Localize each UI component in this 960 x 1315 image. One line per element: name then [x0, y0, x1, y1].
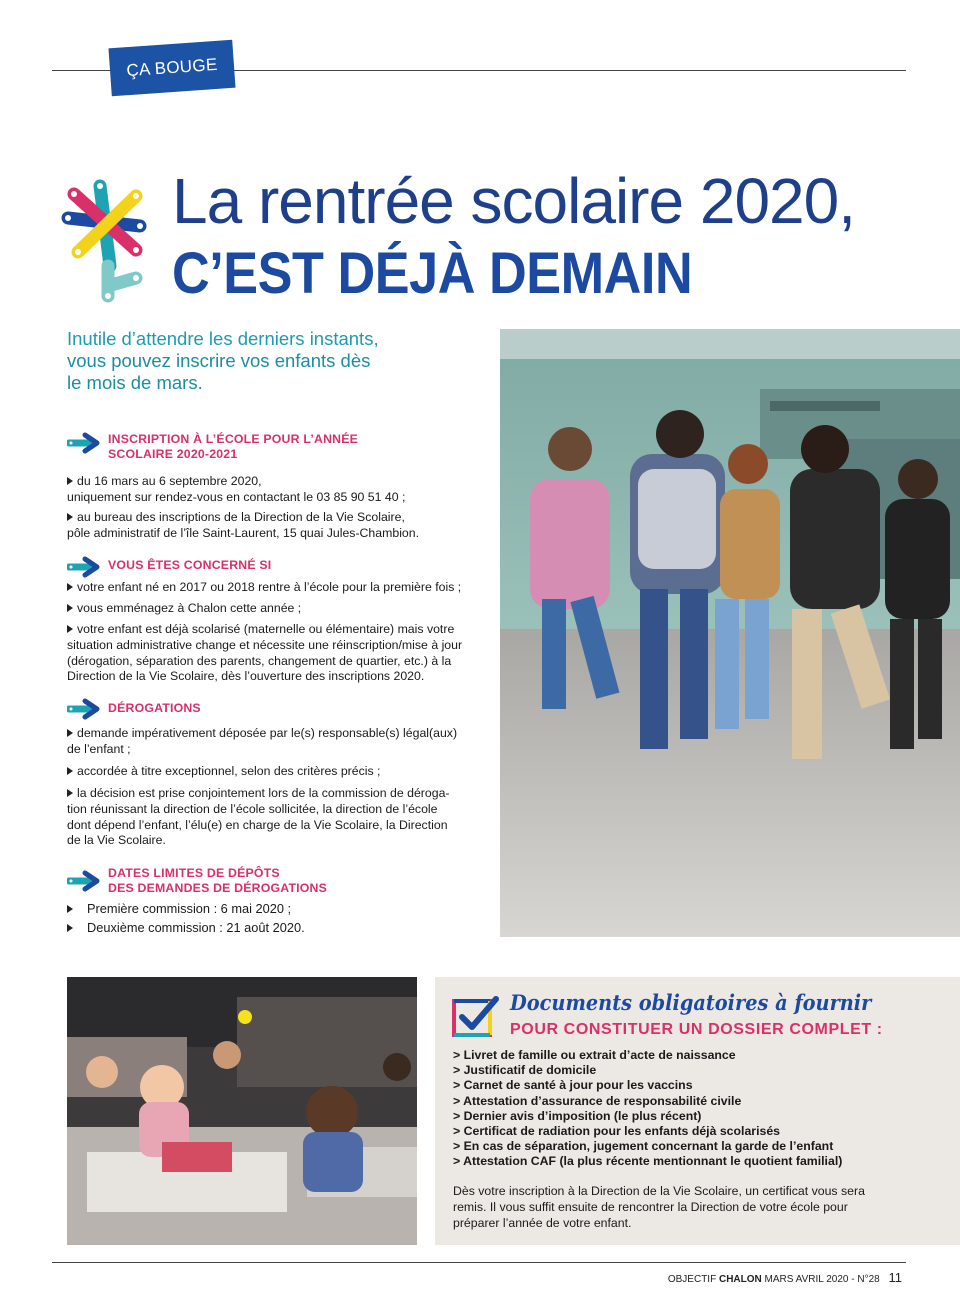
- bullet-item: [67, 601, 479, 617]
- bullet-text: demande impérativement déposée par le(s) responsable(s) légal(aux): [77, 726, 458, 740]
- documents-note: [453, 1184, 893, 1231]
- classroom-photo: [67, 977, 417, 1245]
- list-item: > Livret de famille ou extrait d’acte de naissance: [453, 1048, 736, 1062]
- magazine-name: CHALON: [718, 1274, 762, 1285]
- heading-line: VOUS ÊTES CONCERNÉ SI: [108, 558, 272, 572]
- arrow-icon: [67, 698, 101, 720]
- bullet-text: uniquement sur rendez-vous en contactant le 03 85 90 51 40 ;: [67, 489, 406, 504]
- heading-line: DATES LIMITES DE DÉPÔTS: [108, 866, 280, 880]
- bullet-text: votre enfant est déjà scolarisé (maternelle ou élémentaire) mais votre: [77, 622, 455, 636]
- bullet-triangle-icon: [67, 767, 73, 775]
- children-running-photo: [500, 329, 960, 937]
- heading-line: DES DEMANDES DE DÉROGATIONS: [108, 880, 328, 895]
- lead-line: vous pouvez inscrire vos enfants dès: [67, 350, 371, 371]
- bullet-text: au bureau des inscriptions de la Direction de la Vie Scolaire,: [77, 510, 405, 524]
- bullet-item: [67, 622, 479, 685]
- bullet-triangle-icon: [67, 729, 73, 737]
- bullet-triangle-icon: [67, 583, 73, 591]
- bullet-text: vous emménagez à Chalon cette année ;: [77, 601, 302, 615]
- bullet-text: tion réunissant la direction de l’école sollicitée, la direction de l’école: [67, 801, 438, 816]
- page-title-emphasis: C’EST DÉJÀ DEMAIN: [172, 241, 693, 306]
- arrow-icon: [67, 556, 101, 578]
- bullet-triangle-icon: [67, 924, 73, 932]
- page-number: 11: [888, 1270, 902, 1285]
- bullet-item: [67, 764, 479, 780]
- bullet-text: pôle administratif de l’île Saint-Laurent, 15 quai Jules-Chambion.: [67, 525, 420, 540]
- bullet-triangle-icon: [67, 625, 73, 633]
- bullet-triangle-icon: [67, 905, 73, 913]
- bullet-item: [67, 786, 479, 849]
- note-line: remis. Il vous suffit ensuite de rencontrer la Direction de votre école pour: [453, 1199, 848, 1214]
- bullet-text: de l’enfant ;: [67, 741, 131, 756]
- bullet-item: [67, 580, 479, 596]
- bullet-triangle-icon: [67, 604, 73, 612]
- bottom-rule: [52, 1262, 906, 1263]
- lead-paragraph: [67, 328, 487, 394]
- bullet-triangle-icon: [67, 789, 73, 797]
- school-logo-icon: [60, 178, 152, 304]
- bullet-text: (dérogation, séparation des parents, changement de quartier, etc.) à la: [67, 653, 452, 668]
- documents-list: [453, 1048, 842, 1170]
- list-item: > Dernier avis d’imposition (le plus récent): [453, 1108, 702, 1123]
- magazine-prefix: OBJECTIF: [667, 1274, 717, 1285]
- bullet-item: [67, 510, 479, 542]
- bullet-text: votre enfant né en 2017 ou 2018 rentre à l’école pour la première fois ;: [77, 580, 462, 594]
- arrow-icon: [67, 432, 101, 454]
- date-text: Première commission : 6 mai 2020 ;: [87, 901, 292, 916]
- page-footer: [668, 1270, 902, 1285]
- bullet-text: situation administrative change et nécessite une réinscription/mise à jour: [67, 637, 463, 652]
- bullet-text: du 16 mars au 6 septembre 2020,: [77, 474, 262, 488]
- bullet-item: [67, 474, 479, 506]
- list-item: > Carnet de santé à jour pour les vaccins: [453, 1078, 693, 1093]
- note-line: Dès votre inscription à la Direction de la Vie Scolaire, un certificat vous sera: [453, 1184, 865, 1198]
- lead-line: le mois de mars.: [67, 372, 203, 393]
- documents-title: Documents obligatoires à fournir: [510, 990, 872, 1015]
- list-item: > Certificat de radiation pour les enfants déjà scolarisés: [453, 1124, 781, 1139]
- checkbox-icon: [450, 995, 502, 1039]
- note-line: préparer l’année de votre enfant.: [453, 1215, 632, 1230]
- bullet-text: de la Vie Scolaire.: [67, 833, 166, 848]
- heading-line: SCOLAIRE 2020-2021: [108, 446, 238, 461]
- page-title: La rentrée scolaire 2020,: [172, 165, 855, 237]
- bullet-triangle-icon: [67, 477, 73, 485]
- bullet-item: [67, 726, 479, 758]
- documents-subtitle: POUR CONSTITUER UN DOSSIER COMPLET :: [510, 1021, 883, 1038]
- date-text: Deuxième commission : 21 août 2020.: [87, 920, 305, 935]
- bullet-text: dont dépend l’enfant, l’élu(e) en charge de la Vie Scolaire, la Direction: [67, 817, 448, 832]
- arrow-icon: [67, 870, 101, 892]
- bullet-triangle-icon: [67, 513, 73, 521]
- section-tab-label: ÇA BOUGE: [125, 54, 219, 81]
- list-item: > Justificatif de domicile: [453, 1063, 597, 1078]
- bullet-text: accordée à titre exceptionnel, selon des critères précis ;: [77, 764, 381, 778]
- heading-line: DÉROGATIONS: [108, 701, 201, 715]
- bullet-text: Direction de la Vie Scolaire, dès l’ouverture des inscriptions 2020.: [67, 669, 425, 684]
- date-item: [67, 901, 291, 916]
- list-item: > En cas de séparation, jugement concernant la garde de l’enfant: [453, 1139, 834, 1154]
- section-tab: [108, 40, 235, 97]
- lead-line: Inutile d’attendre les derniers instants,: [67, 328, 379, 349]
- list-item: > Attestation d’assurance de responsabilité civile: [453, 1093, 742, 1108]
- list-item: > Attestation CAF (la plus récente mentionnant le quotient familial): [453, 1154, 843, 1169]
- date-item: [67, 920, 305, 935]
- bullet-text: la décision est prise conjointement lors de la commission de déroga-: [77, 786, 450, 800]
- heading-line: INSCRIPTION À L’ÉCOLE POUR L’ANNÉE: [108, 432, 359, 446]
- issue-info: MARS AVRIL 2020 - N°28: [764, 1274, 880, 1285]
